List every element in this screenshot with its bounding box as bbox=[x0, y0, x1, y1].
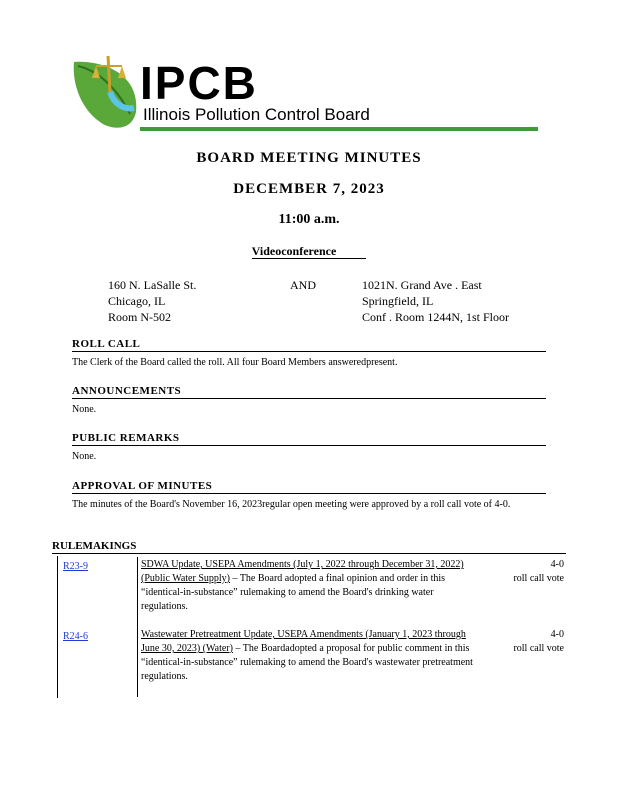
section-text-approval-of-minutes: The minutes of the Board's November 16, 2023regular open meeting were approved by a roll call vote of 4-0. bbox=[72, 499, 511, 510]
section-heading-public-remarks: PUBLIC REMARKS bbox=[72, 432, 546, 446]
rulemaking-vote: 4-0 roll call vote bbox=[513, 559, 564, 584]
ipcb-logo bbox=[70, 52, 540, 137]
section-heading-roll-call: ROLL CALL bbox=[72, 338, 546, 352]
chicago-address: 160 N. LaSalle St. Chicago, IL Room N-502 bbox=[108, 278, 197, 324]
springfield-address: 1021N. Grand Ave . East Springfield, IL Conf . Room 1244N, 1st Floor bbox=[362, 278, 510, 324]
section-heading-announcements: ANNOUNCEMENTS bbox=[72, 385, 546, 399]
logo-org-name: Illinois Pollution Control Board bbox=[143, 105, 370, 124]
rulemaking-number-link[interactable]: R24-6 bbox=[63, 631, 88, 642]
document-title: BOARD MEETING MINUTES bbox=[196, 150, 422, 166]
logo-acronym: IPCB bbox=[140, 57, 258, 109]
meeting-venue: Videoconference bbox=[0, 244, 618, 259]
table-column-divider bbox=[137, 557, 138, 697]
section-text-announcements: None. bbox=[72, 404, 97, 415]
rulemaking-description: Wastewater Pretreatment Update, USEPA Amendments (January 1, 2023 through June 30, 2023) (Water) – The Boardadopted a proposal for public comment in this “identical-in-substance” rulemaking to amend the Board's wastewater pretreatment regulations. bbox=[141, 629, 473, 682]
address-and-label: AND bbox=[290, 278, 316, 292]
section-text-public-remarks: None. bbox=[72, 451, 97, 462]
rulemaking-description: SDWA Update, USEPA Amendments (July 1, 2022 through December 31, 2022) (Public Water Supply) – The Board adopted a final opinion and order in this “identical-in-substance” rulemaking to amend the Board's drinking water regulations. bbox=[141, 559, 464, 612]
section-heading-approval-of-minutes: APPROVAL OF MINUTES bbox=[72, 480, 546, 494]
section-heading-rulemakings: RULEMAKINGS bbox=[52, 540, 566, 554]
rulemaking-vote: 4-0 roll call vote bbox=[513, 629, 564, 654]
logo-divider bbox=[140, 127, 538, 131]
meeting-time: 11:00 a.m. bbox=[278, 212, 340, 227]
section-text-roll-call: The Clerk of the Board called the roll. All four Board Members answeredpresent. bbox=[72, 357, 398, 368]
rulemaking-number-link[interactable]: R23-9 bbox=[63, 561, 88, 572]
table-left-border bbox=[57, 556, 58, 698]
meeting-date: DECEMBER 7, 2023 bbox=[233, 181, 385, 197]
leaf-logo-icon bbox=[70, 52, 150, 132]
